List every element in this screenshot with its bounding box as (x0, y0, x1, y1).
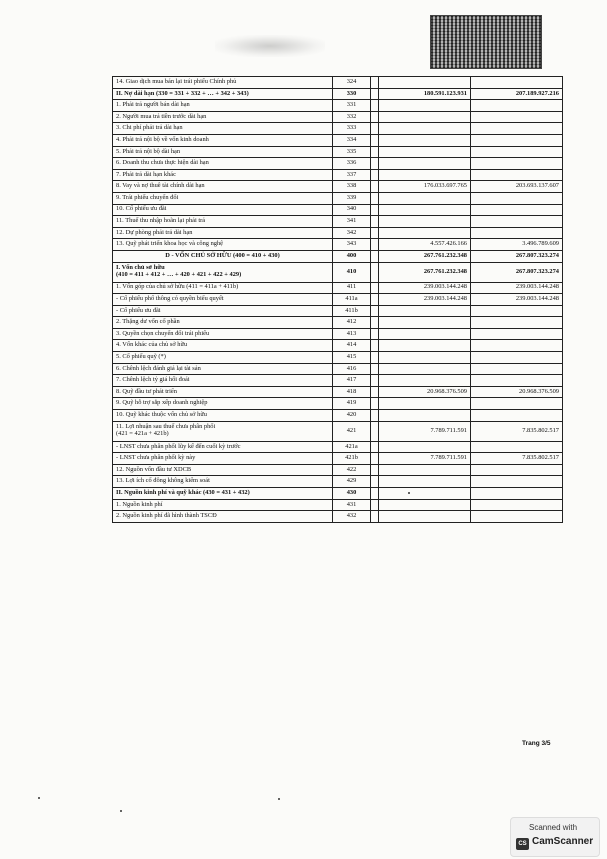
row-code: 410 (333, 262, 371, 282)
table-row (113, 294, 563, 306)
row-label: 1. Vốn góp của chủ sở hữu (411 = 411a + 411b) (113, 282, 333, 294)
page-number: Trang 3/5 (522, 740, 551, 747)
table-row (113, 158, 563, 170)
balance-sheet-table (112, 76, 563, 523)
table-row (113, 282, 563, 294)
notes-cell (371, 282, 379, 294)
scanner-caption: Scanned with (529, 823, 578, 832)
table-row (113, 227, 563, 239)
notes-cell (371, 192, 379, 204)
scan-dot (278, 798, 280, 800)
table-row (113, 216, 563, 228)
row-begin-value (471, 100, 563, 112)
row-label: 6. Doanh thu chưa thực hiện dài hạn (113, 158, 333, 170)
row-begin-value (471, 464, 563, 476)
table-row (113, 421, 563, 441)
table-row (113, 453, 563, 465)
row-end-value (379, 363, 471, 375)
row-end-value: 7.789.711.591 (379, 421, 471, 441)
row-begin-value (471, 169, 563, 181)
row-end-value: 7.789.711.591 (379, 453, 471, 465)
row-begin-value (471, 123, 563, 135)
notes-cell (371, 239, 379, 251)
row-label: 8. Vay và nợ thuê tài chính dài hạn (113, 181, 333, 193)
notes-cell (371, 216, 379, 228)
row-label: 5. Cổ phiếu quỹ (*) (113, 352, 333, 364)
row-end-value (379, 464, 471, 476)
notes-cell (371, 317, 379, 329)
row-label: 9. Trái phiếu chuyển đổi (113, 192, 333, 204)
row-begin-value (471, 363, 563, 375)
row-begin-value (471, 192, 563, 204)
row-begin-value (471, 511, 563, 523)
row-begin-value (471, 146, 563, 158)
row-code: 420 (333, 410, 371, 422)
table-row (113, 100, 563, 112)
row-begin-value: 203.693.137.607 (471, 181, 563, 193)
row-label: 6. Chênh lệch đánh giá lại tài sản (113, 363, 333, 375)
row-code: 335 (333, 146, 371, 158)
row-end-value (379, 100, 471, 112)
row-code: 338 (333, 181, 371, 193)
row-label: 8. Quỹ đầu tư phát triển (113, 386, 333, 398)
notes-cell (371, 488, 379, 500)
table-row (113, 352, 563, 364)
row-begin-value (471, 305, 563, 317)
row-begin-value (471, 111, 563, 123)
row-end-value: 267.761.232.348 (379, 262, 471, 282)
notes-cell (371, 158, 379, 170)
row-begin-value (471, 227, 563, 239)
scan-dot (120, 810, 122, 812)
notes-cell (371, 134, 379, 146)
row-code: 430 (333, 488, 371, 500)
row-code: 422 (333, 464, 371, 476)
table-row (113, 169, 563, 181)
row-begin-value (471, 134, 563, 146)
table-row (113, 181, 563, 193)
row-label: 11. Lợi nhuận sau thuế chưa phân phối (421 = 421a + 421b) (113, 421, 333, 441)
row-begin-value: 239.003.144.248 (471, 294, 563, 306)
row-begin-value: 7.835.802.517 (471, 453, 563, 465)
row-code: 417 (333, 375, 371, 387)
row-end-value (379, 398, 471, 410)
notes-cell (371, 169, 379, 181)
notes-cell (371, 227, 379, 239)
scan-dot (38, 797, 40, 799)
row-end-value (379, 146, 471, 158)
row-code: 332 (333, 111, 371, 123)
row-end-value (379, 410, 471, 422)
row-end-value (379, 111, 471, 123)
table-row (113, 476, 563, 488)
row-code: 411a (333, 294, 371, 306)
row-code: 421a (333, 441, 371, 453)
row-label: 5. Phải trả nội bộ dài hạn (113, 146, 333, 158)
row-begin-value (471, 216, 563, 228)
notes-cell (371, 123, 379, 135)
row-code: 336 (333, 158, 371, 170)
row-begin-value (471, 352, 563, 364)
row-label: 1. Nguồn kinh phí (113, 499, 333, 511)
row-code: 421 (333, 421, 371, 441)
row-end-value (379, 476, 471, 488)
row-end-value (379, 158, 471, 170)
row-label: 14. Giao dịch mua bán lại trái phiếu Chính phủ (113, 77, 333, 89)
notes-cell (371, 453, 379, 465)
row-label: 2. Người mua trả tiền trước dài hạn (113, 111, 333, 123)
table-row (113, 488, 563, 500)
row-begin-value: 20.968.376.509 (471, 386, 563, 398)
row-label: II. Nợ dài hạn (330 = 331 + 332 + … + 342 + 343) (113, 88, 333, 100)
row-code: 400 (333, 250, 371, 262)
table-row (113, 305, 563, 317)
row-end-value (379, 204, 471, 216)
row-begin-value (471, 158, 563, 170)
row-code: 411 (333, 282, 371, 294)
notes-cell (371, 100, 379, 112)
row-end-value: 267.761.232.348 (379, 250, 471, 262)
row-end-value (379, 227, 471, 239)
row-code: 330 (333, 88, 371, 100)
row-begin-value (471, 499, 563, 511)
row-code: 413 (333, 328, 371, 340)
notes-cell (371, 363, 379, 375)
camscanner-badge (510, 817, 600, 857)
row-label: 7. Chênh lệch tỷ giá hối đoái (113, 375, 333, 387)
qr-code (430, 15, 542, 69)
table-row (113, 262, 563, 282)
table-row (113, 77, 563, 89)
row-end-value (379, 511, 471, 523)
row-end-value (379, 192, 471, 204)
camscanner-logo-icon: CS (516, 838, 529, 850)
scan-dot (408, 492, 410, 494)
row-code: 334 (333, 134, 371, 146)
row-end-value (379, 488, 471, 500)
row-end-value (379, 77, 471, 89)
row-code: 342 (333, 227, 371, 239)
notes-cell (371, 386, 379, 398)
row-begin-value (471, 77, 563, 89)
notes-cell (371, 204, 379, 216)
notes-cell (371, 146, 379, 158)
notes-cell (371, 340, 379, 352)
row-begin-value (471, 317, 563, 329)
notes-cell (371, 305, 379, 317)
row-end-value: 239.003.144.248 (379, 282, 471, 294)
table-row (113, 398, 563, 410)
table-row (113, 499, 563, 511)
row-label: 11. Thuế thu nhập hoãn lại phải trả (113, 216, 333, 228)
row-end-value (379, 305, 471, 317)
row-begin-value: 267.807.323.274 (471, 262, 563, 282)
notes-cell (371, 262, 379, 282)
row-label: 1. Phải trả người bán dài hạn (113, 100, 333, 112)
table-row (113, 386, 563, 398)
row-end-value (379, 216, 471, 228)
row-code: 341 (333, 216, 371, 228)
table-row (113, 464, 563, 476)
notes-cell (371, 441, 379, 453)
row-label: - LNST chưa phân phối kỳ này (113, 453, 333, 465)
row-label: II. Nguồn kinh phí và quỹ khác (430 = 431 + 432) (113, 488, 333, 500)
row-end-value (379, 352, 471, 364)
row-label: 12. Nguồn vốn đầu tư XDCB (113, 464, 333, 476)
row-label: - Cổ phiếu phổ thông có quyền biểu quyết (113, 294, 333, 306)
row-label: 10. Quỹ khác thuộc vốn chủ sở hữu (113, 410, 333, 422)
row-end-value (379, 169, 471, 181)
notes-cell (371, 499, 379, 511)
table-body (113, 77, 563, 523)
row-begin-value (471, 398, 563, 410)
table-row (113, 134, 563, 146)
row-label: 4. Phải trả nội bộ về vốn kinh doanh (113, 134, 333, 146)
notes-cell (371, 328, 379, 340)
row-begin-value (471, 204, 563, 216)
row-end-value (379, 441, 471, 453)
row-label: I. Vốn chủ sở hữu (410 = 411 + 412 + … + 420 + 421 + 422 + 429) (113, 262, 333, 282)
table-row (113, 317, 563, 329)
table-row (113, 146, 563, 158)
row-begin-value (471, 410, 563, 422)
row-end-value (379, 375, 471, 387)
row-code: 432 (333, 511, 371, 523)
row-code: 343 (333, 239, 371, 251)
table-row (113, 511, 563, 523)
row-begin-value: 239.003.144.248 (471, 282, 563, 294)
row-begin-value (471, 340, 563, 352)
row-label: D - VỐN CHỦ SỞ HỮU (400 = 410 + 430) (113, 250, 333, 262)
row-label: 9. Quỹ hỗ trợ sắp xếp doanh nghiệp (113, 398, 333, 410)
row-end-value: 4.557.426.166 (379, 239, 471, 251)
row-code: 339 (333, 192, 371, 204)
notes-cell (371, 352, 379, 364)
row-label: 2. Nguồn kinh phí đã hình thành TSCĐ (113, 511, 333, 523)
table-row (113, 111, 563, 123)
notes-cell (371, 294, 379, 306)
row-code: 431 (333, 499, 371, 511)
row-begin-value (471, 441, 563, 453)
notes-cell (371, 88, 379, 100)
row-code: 429 (333, 476, 371, 488)
row-code: 337 (333, 169, 371, 181)
row-code: 416 (333, 363, 371, 375)
table-row (113, 363, 563, 375)
table-row (113, 340, 563, 352)
row-code: 412 (333, 317, 371, 329)
row-code: 411b (333, 305, 371, 317)
row-begin-value: 7.835.802.517 (471, 421, 563, 441)
row-code: 324 (333, 77, 371, 89)
notes-cell (371, 111, 379, 123)
row-code: 421b (333, 453, 371, 465)
row-label: 3. Chi phí phải trả dài hạn (113, 123, 333, 135)
row-end-value: 180.591.123.931 (379, 88, 471, 100)
table-row (113, 328, 563, 340)
row-label: 3. Quyền chọn chuyển đổi trái phiếu (113, 328, 333, 340)
row-code: 414 (333, 340, 371, 352)
row-end-value: 176.033.697.765 (379, 181, 471, 193)
row-label: 10. Cổ phiếu ưu đãi (113, 204, 333, 216)
notes-cell (371, 476, 379, 488)
notes-cell (371, 511, 379, 523)
row-label: - Cổ phiếu ưu đãi (113, 305, 333, 317)
row-end-value (379, 134, 471, 146)
table-row (113, 250, 563, 262)
row-label: 12. Dự phòng phải trả dài hạn (113, 227, 333, 239)
notes-cell (371, 421, 379, 441)
table-row (113, 410, 563, 422)
notes-cell (371, 181, 379, 193)
stamp-blur (215, 35, 325, 57)
table-row (113, 204, 563, 216)
row-end-value (379, 328, 471, 340)
notes-cell (371, 410, 379, 422)
row-code: 415 (333, 352, 371, 364)
notes-cell (371, 250, 379, 262)
notes-cell (371, 375, 379, 387)
row-code: 418 (333, 386, 371, 398)
row-begin-value (471, 328, 563, 340)
row-begin-value (471, 375, 563, 387)
row-begin-value: 267.807.323.274 (471, 250, 563, 262)
row-code: 419 (333, 398, 371, 410)
table-row (113, 88, 563, 100)
row-label: - LNST chưa phân phối lũy kế đến cuối kỳ trước (113, 441, 333, 453)
table-row (113, 239, 563, 251)
row-begin-value: 207.189.927.216 (471, 88, 563, 100)
table-row (113, 441, 563, 453)
row-end-value (379, 340, 471, 352)
row-label: 2. Thặng dư vốn cổ phần (113, 317, 333, 329)
row-begin-value (471, 476, 563, 488)
row-label: 13. Quỹ phát triển khoa học và công nghệ (113, 239, 333, 251)
row-code: 333 (333, 123, 371, 135)
row-begin-value (471, 488, 563, 500)
table-row (113, 123, 563, 135)
row-label: 13. Lợi ích cổ đông không kiểm soát (113, 476, 333, 488)
row-end-value: 239.003.144.248 (379, 294, 471, 306)
scanner-brand: CamScanner (532, 836, 594, 847)
notes-cell (371, 398, 379, 410)
notes-cell (371, 77, 379, 89)
row-label: 7. Phải trả dài hạn khác (113, 169, 333, 181)
table-row (113, 192, 563, 204)
table-row (113, 375, 563, 387)
row-begin-value: 3.496.789.609 (471, 239, 563, 251)
notes-cell (371, 464, 379, 476)
row-end-value (379, 317, 471, 329)
row-end-value (379, 123, 471, 135)
row-end-value (379, 499, 471, 511)
row-label: 4. Vốn khác của chủ sở hữu (113, 340, 333, 352)
row-end-value: 20.968.376.509 (379, 386, 471, 398)
row-code: 331 (333, 100, 371, 112)
row-code: 340 (333, 204, 371, 216)
